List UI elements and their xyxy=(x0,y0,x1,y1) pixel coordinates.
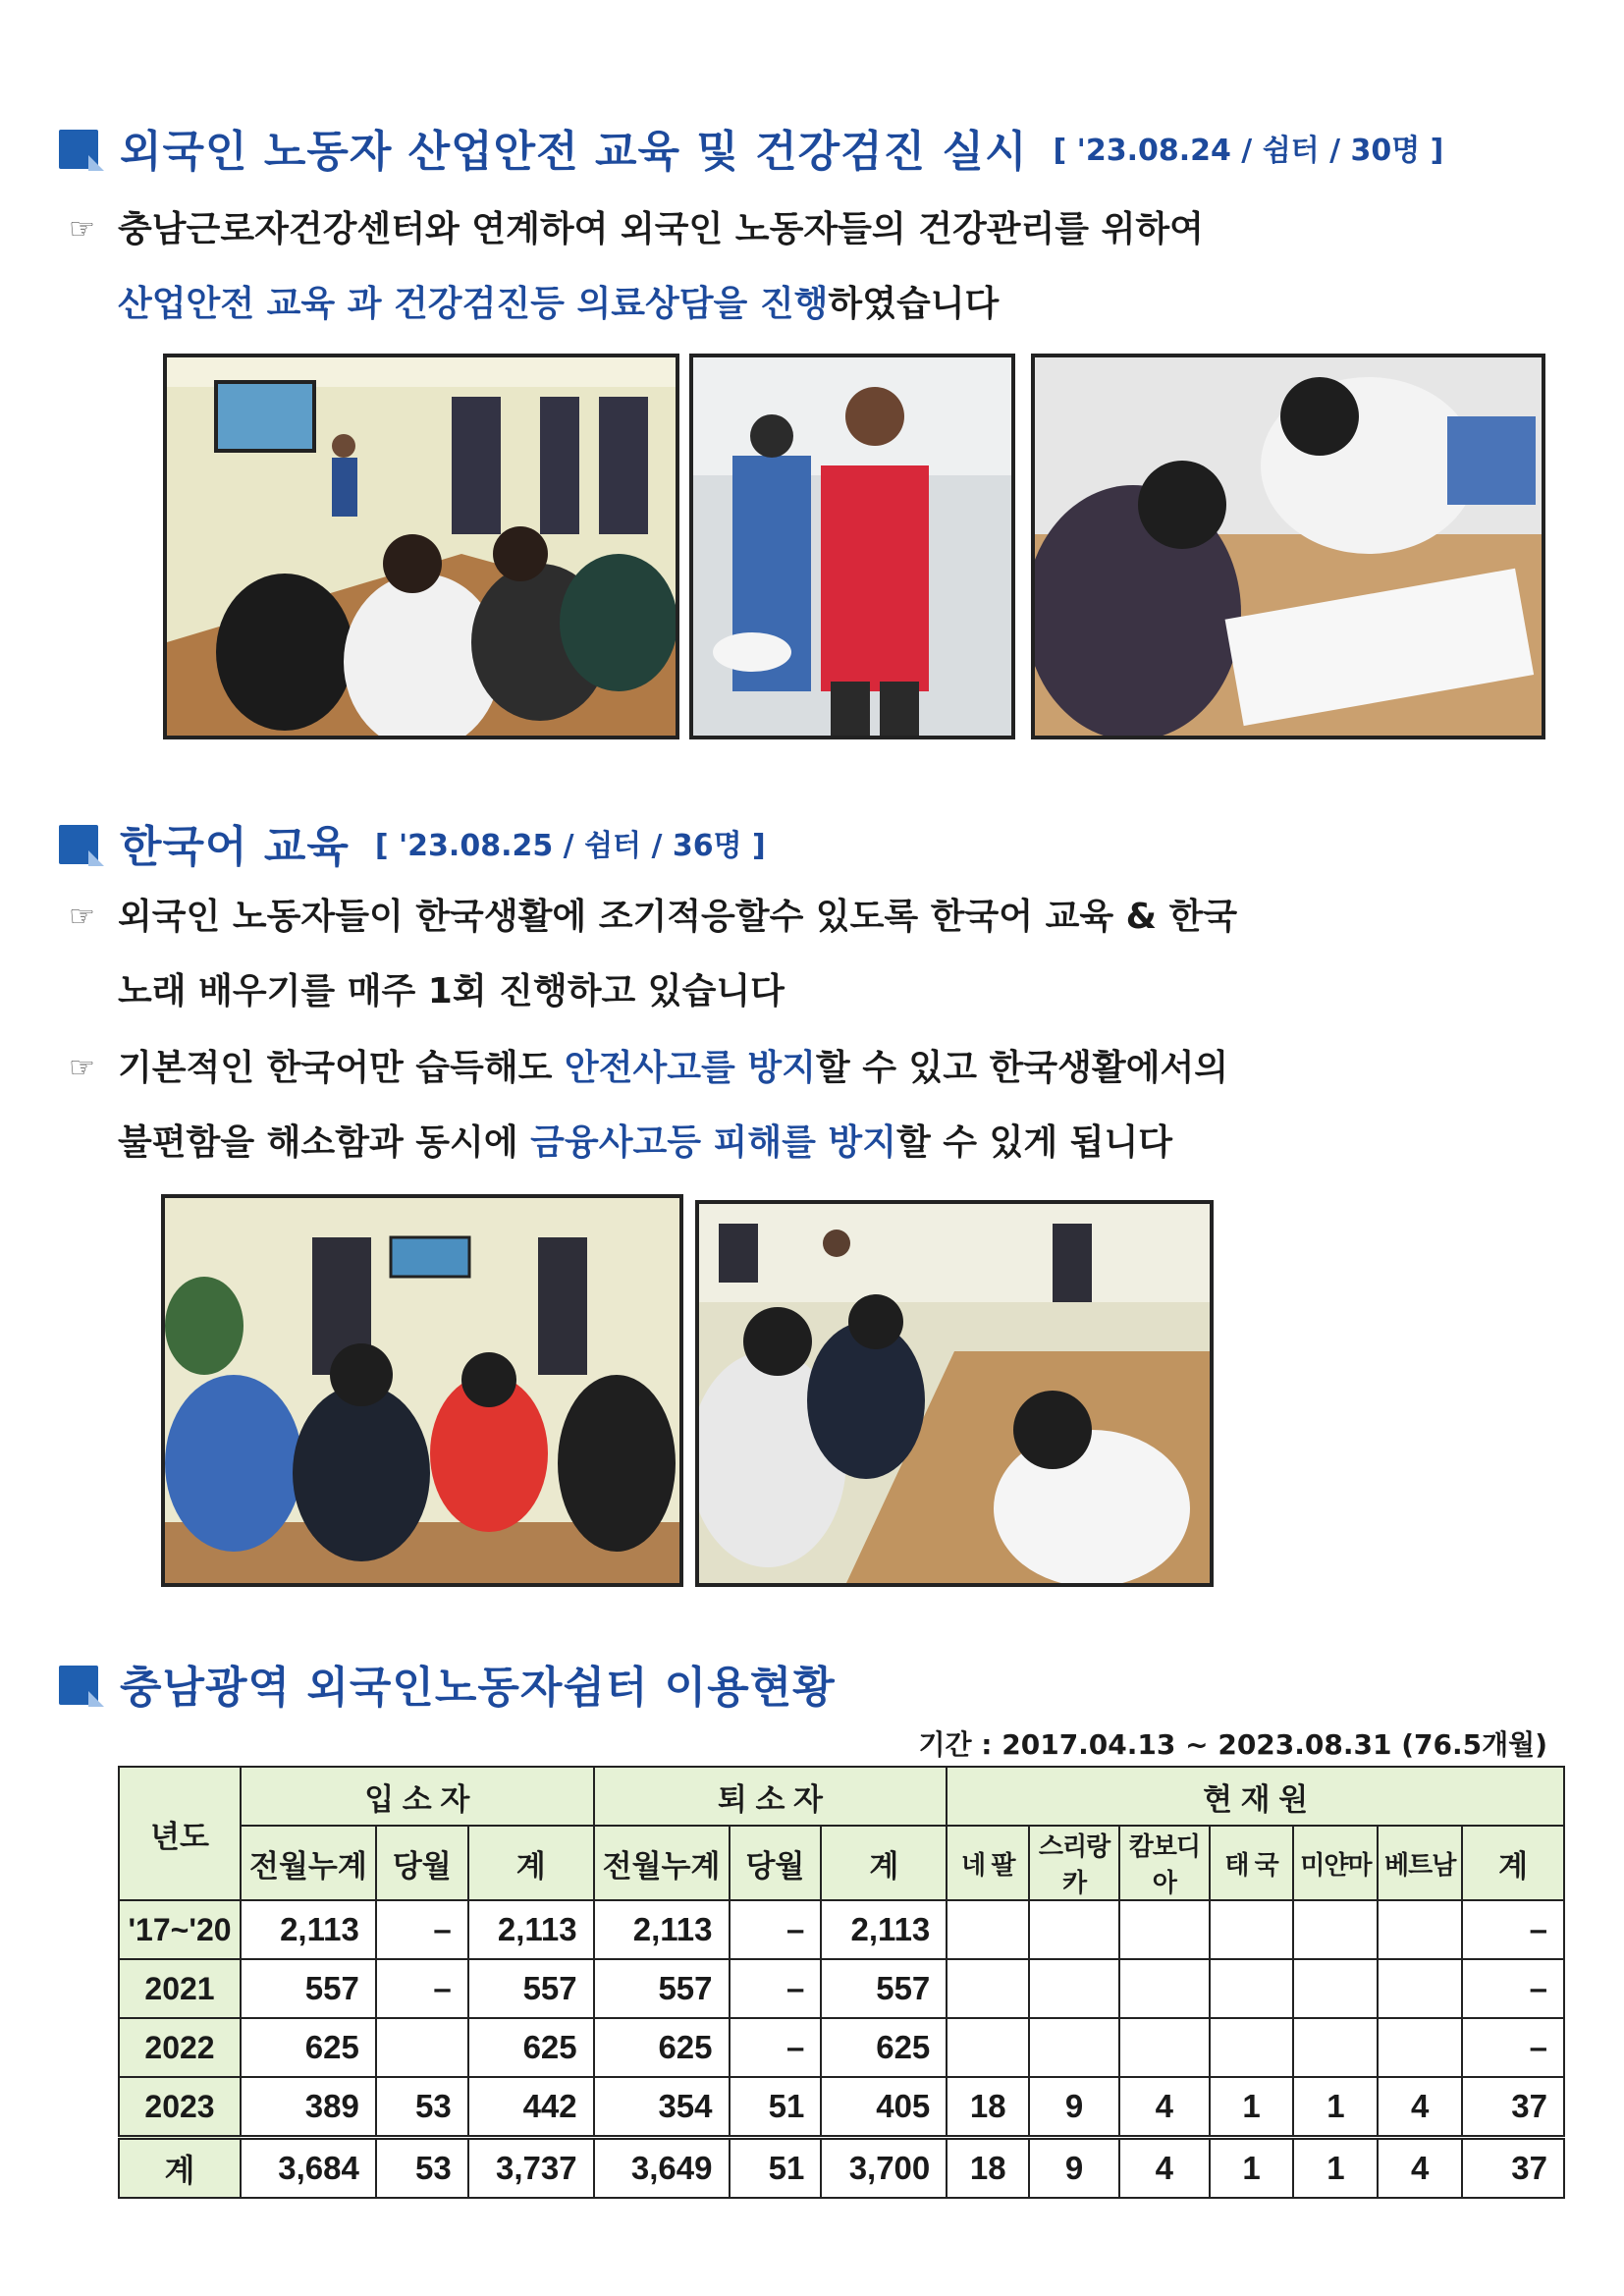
cell xyxy=(376,2018,468,2077)
cell: – xyxy=(730,1959,822,2018)
cell: 405 xyxy=(821,2077,947,2138)
cell-year: '17~'20 xyxy=(119,1900,241,1959)
cell: 51 xyxy=(730,2138,822,2199)
section-usage-status xyxy=(59,1652,836,1715)
cell: 53 xyxy=(376,2077,468,2138)
photo-medical-consult xyxy=(1031,354,1545,739)
header-country: 네 팔 xyxy=(947,1826,1029,1900)
cell: 389 xyxy=(241,2077,376,2138)
paragraph-line xyxy=(118,267,1204,342)
highlight-text: 산업안전 교육 과 건강검진등 의료상담을 진행 xyxy=(118,284,829,324)
pointing-hand-icon: ☞ xyxy=(69,1051,95,1085)
cell: 4 xyxy=(1378,2077,1462,2138)
cell: 625 xyxy=(241,2018,376,2077)
cell: 2,113 xyxy=(821,1900,947,1959)
header-country: 캄보디아 xyxy=(1119,1826,1210,1900)
table-total-row xyxy=(119,2138,1564,2199)
cell xyxy=(1029,1959,1119,2018)
cell xyxy=(947,1959,1029,2018)
cell: 557 xyxy=(594,1959,730,2018)
header-country: 미얀마 xyxy=(1293,1826,1378,1900)
header-country: 태 국 xyxy=(1210,1826,1294,1900)
cell: 557 xyxy=(821,1959,947,2018)
cell: 53 xyxy=(376,2138,468,2199)
header-prev-cumulative: 전월누계 xyxy=(594,1826,730,1900)
photo-image xyxy=(167,357,676,736)
cell xyxy=(947,1900,1029,1959)
section-title: 한국어 교육 xyxy=(120,822,350,872)
paragraph-line: 외국인 노동자들이 한국생활에 조기적응할수 있도록 한국어 교육 & 한국 xyxy=(118,897,1238,937)
cell: 37 xyxy=(1462,2077,1564,2138)
cell: 354 xyxy=(594,2077,730,2138)
cell: 37 xyxy=(1462,2138,1564,2199)
photo-image xyxy=(699,1204,1210,1583)
cell xyxy=(1119,1900,1210,1959)
photo-korean-class-room xyxy=(161,1194,683,1587)
cell xyxy=(1029,2018,1119,2077)
cell-year: 계 xyxy=(119,2138,241,2199)
cell: – xyxy=(376,1900,468,1959)
cell: 4 xyxy=(1378,2138,1462,2199)
note-icon xyxy=(59,821,102,864)
cell: 2,113 xyxy=(594,1900,730,1959)
highlight-text: 안전사고를 방지 xyxy=(564,1048,816,1088)
cell: 3,649 xyxy=(594,2138,730,2199)
pointing-hand-icon: ☞ xyxy=(69,212,95,246)
photo-safety-lecture xyxy=(163,354,679,739)
note-icon xyxy=(59,1662,102,1705)
cell: 557 xyxy=(241,1959,376,2018)
cell: 18 xyxy=(947,2077,1029,2138)
cell: 1 xyxy=(1293,2138,1378,2199)
header-country: 베트남 xyxy=(1378,1826,1462,1900)
section-meta: [ '23.08.24 / 쉼터 / 30명 ] xyxy=(1053,134,1444,168)
header-sum: 계 xyxy=(468,1826,594,1900)
cell: 9 xyxy=(1029,2138,1119,2199)
cell: 625 xyxy=(594,2018,730,2077)
cell xyxy=(1378,2018,1462,2077)
cell xyxy=(1119,1959,1210,2018)
cell xyxy=(1119,2018,1210,2077)
cell-year: 2023 xyxy=(119,2077,241,2138)
cell: 4 xyxy=(1119,2138,1210,2199)
header-admissions: 입 소 자 xyxy=(241,1767,594,1826)
cell: 1 xyxy=(1210,2077,1294,2138)
paragraph-text: 불편함을 해소함과 동시에 xyxy=(118,1122,531,1163)
cell xyxy=(947,2018,1029,2077)
cell: 3,700 xyxy=(821,2138,947,2199)
cell: – xyxy=(1462,1900,1564,1959)
highlight-text: 금융사고등 피해를 방지 xyxy=(530,1122,896,1163)
cell: 625 xyxy=(821,2018,947,2077)
cell: 1 xyxy=(1210,2138,1294,2199)
pointing-hand-icon: ☞ xyxy=(69,900,95,934)
cell xyxy=(1293,1959,1378,2018)
cell: 9 xyxy=(1029,2077,1119,2138)
cell: – xyxy=(730,2018,822,2077)
usage-table xyxy=(118,1766,1565,2199)
header-current: 현 재 원 xyxy=(947,1767,1564,1826)
cell xyxy=(1210,1959,1294,2018)
paragraph-line: 충남근로자건강센터와 연계하여 외국인 노동자들의 건강관리를 위하여 xyxy=(118,209,1204,249)
section-korean-class xyxy=(59,811,766,874)
photo-image xyxy=(165,1198,679,1583)
paragraph-line: 노래 배우기를 매주 1회 진행하고 있습니다 xyxy=(118,971,785,1011)
cell xyxy=(1210,1900,1294,1959)
cell: 18 xyxy=(947,2138,1029,2199)
header-this-month: 당월 xyxy=(376,1826,468,1900)
section-title: 외국인 노동자 산업안전 교육 및 건강검진 실시 xyxy=(120,127,1028,177)
section2-paragraph-2 xyxy=(69,1031,1229,1180)
cell: 2,113 xyxy=(241,1900,376,1959)
header-prev-cumulative: 전월누계 xyxy=(241,1826,376,1900)
paragraph-text: 할 수 있고 한국생활에서의 xyxy=(815,1048,1229,1088)
cell-year: 2022 xyxy=(119,2018,241,2077)
photo-health-check xyxy=(689,354,1015,739)
section-safety-health xyxy=(59,116,1443,179)
cell xyxy=(1378,1959,1462,2018)
cell: 2,113 xyxy=(468,1900,594,1959)
cell: 3,737 xyxy=(468,2138,594,2199)
paragraph-line xyxy=(118,1031,1228,1106)
table-row xyxy=(119,2018,1564,2077)
section-meta: [ '23.08.25 / 쉼터 / 36명 ] xyxy=(374,829,766,863)
header-year: 년도 xyxy=(119,1767,241,1900)
table-row xyxy=(119,2077,1564,2138)
paragraph-line xyxy=(118,1106,1228,1180)
paragraph-text: 기본적인 한국어만 습득해도 xyxy=(118,1048,565,1088)
cell: – xyxy=(1462,1959,1564,2018)
cell: 1 xyxy=(1293,2077,1378,2138)
cell: 625 xyxy=(468,2018,594,2077)
section1-paragraph xyxy=(69,192,1204,342)
note-icon xyxy=(59,126,102,169)
section-title: 충남광역 외국인노동자쉼터 이용현황 xyxy=(120,1663,836,1713)
section2-paragraph-1 xyxy=(69,880,1238,1029)
cell xyxy=(1029,1900,1119,1959)
cell: 51 xyxy=(730,2077,822,2138)
header-discharges: 퇴 소 자 xyxy=(594,1767,947,1826)
header-sum: 계 xyxy=(821,1826,947,1900)
cell: 3,684 xyxy=(241,2138,376,2199)
header-country: 스리랑카 xyxy=(1029,1826,1119,1900)
header-sum: 계 xyxy=(1462,1826,1564,1900)
photo-image xyxy=(1035,357,1542,736)
table-row xyxy=(119,1959,1564,2018)
cell xyxy=(1293,2018,1378,2077)
cell xyxy=(1210,2018,1294,2077)
period-text: 기간 : 2017.04.13 ~ 2023.08.31 (76.5개월) xyxy=(918,1728,1547,1761)
photo-korean-class-study xyxy=(695,1200,1214,1587)
cell: 442 xyxy=(468,2077,594,2138)
paragraph-text: 하였습니다 xyxy=(828,284,1000,324)
header-this-month: 당월 xyxy=(730,1826,822,1900)
table-row xyxy=(119,1900,1564,1959)
cell: – xyxy=(1462,2018,1564,2077)
cell: – xyxy=(730,1900,822,1959)
cell: 557 xyxy=(468,1959,594,2018)
cell xyxy=(1293,1900,1378,1959)
photo-image xyxy=(693,357,1011,736)
cell-year: 2021 xyxy=(119,1959,241,2018)
cell xyxy=(1378,1900,1462,1959)
paragraph-text: 할 수 있게 됩니다 xyxy=(895,1122,1173,1163)
cell: 4 xyxy=(1119,2077,1210,2138)
cell: – xyxy=(376,1959,468,2018)
